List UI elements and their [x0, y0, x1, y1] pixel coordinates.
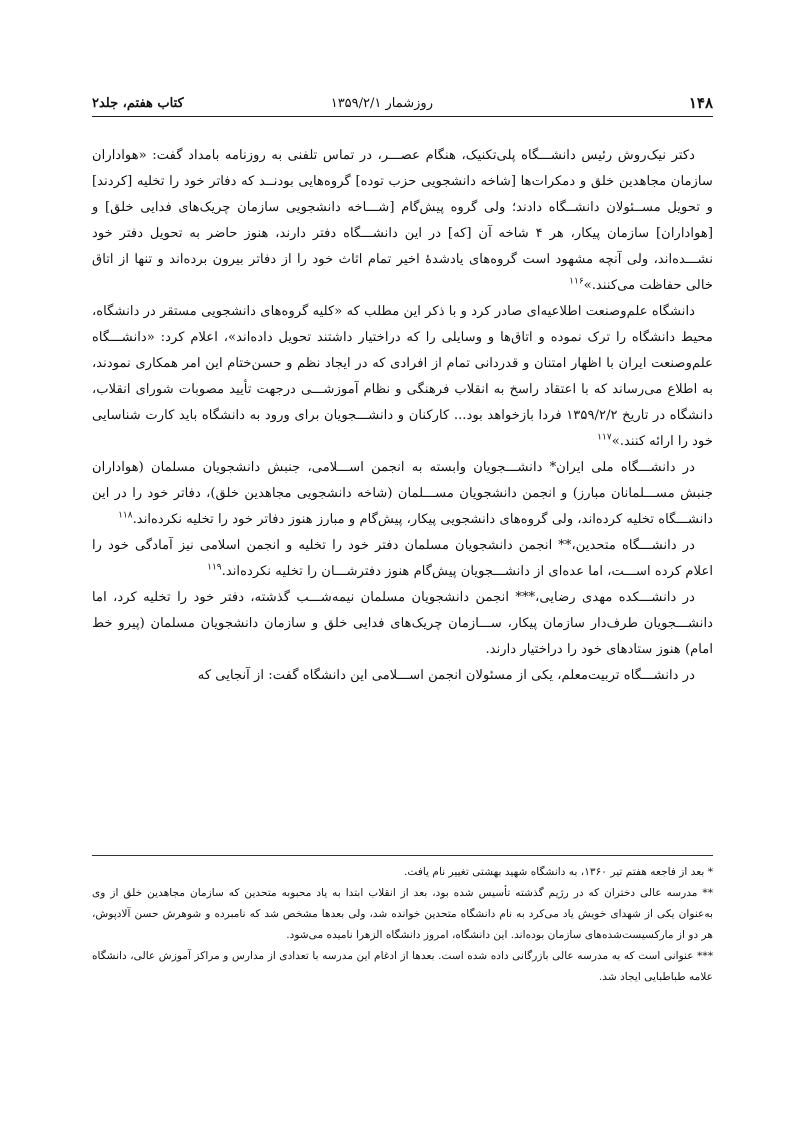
endnote-ref: ۱۱۹ — [207, 562, 222, 573]
book-title: کتاب هفتم، جلد۲ — [92, 96, 184, 111]
paragraph-4 — [92, 533, 713, 585]
paragraph-3 — [92, 455, 713, 533]
paragraph-text: در دانشـــکده مهدی رضایی،*** انجمن دانشجویان مسلمان نیمه‌شـــب گذشته، دفتر خود را تخلیه کرد، اما دانشـــجویان طرف‌دار سازمان پیکار، ســـازمان چریک‌های فدایی خلق و سازمان دانشجویان مسلمان (پیرو خط امام) هنوز ستادهای خود را دراختیار دارند. — [92, 590, 713, 657]
paragraph-text: در دانشـــگاه تربیت‌معلم، یکی از مسئولان انجمن اســـلامی این دانشگاه گفت: از آنجایی که — [197, 668, 695, 683]
body-text — [92, 143, 713, 689]
running-title: روزشمار ۱۳۵۹/۲/۱ — [330, 96, 433, 111]
paragraph-text: در دانشـــگاه متحدین،** انجمن دانشجویان مسلمان دفتر خود را تخلیه و انجمن اسلامی نیز آمادگی خود را اعلام کرده اســـت، اما عده‌ای از دانشـــجویان پیش‌گام هنوز دفترشـــان را تخلیه نکرده‌اند. — [92, 538, 713, 579]
footnote-3: *** عنوانی است که به مدرسه عالی بازرگانی داده شده است. بعدها از ادغام این مدرسه با تعدادی از مدارس و مراکز آموزش عالی، دانشگاه علامه طباطبایی ایجاد شد. — [92, 950, 713, 983]
page-header — [92, 94, 713, 118]
paragraph-text: در دانشـــگاه ملی ایران* دانشـــجویان وابسته به انجمن اســـلامی، جنبش دانشجویان مسلمان (هواداران جنبش مســـلمانان مبارز) و انجمن دانشجویان مســـلمان (شاخه دانشجویی مجاهدین خلق)، دفاتر خود را در این دانشـــگاه تخلیه کرده‌اند، ولی گروه‌های دانشجویی پیکار، پیش‌گام و مبارز هنوز دفاتر خود را تخلیه نکرده‌اند. — [92, 460, 713, 527]
footnotes — [92, 862, 713, 988]
footnote-2: ** مدرسه عالی دختران که در رژیم گذشته تأسیس شده بود، بعد از انقلاب ابتدا به یاد محبوبه متحدین که سازمان مجاهدین خلق از وی به‌عنوان یکی از شهدای خویش یاد می‌کرد به نام دانشگاه متحدین خوانده شد، ولی بعدها مشخص شد که نامبرده و شوهرش حسن آلادپوش، هر دو از مارکسیست‌شده‌های سازمان بوده‌اند. این دانشگاه، امروز دانشگاه الزهرا نامیده می‌شود. — [92, 887, 713, 941]
paragraph-2 — [92, 299, 713, 455]
paragraph-text: دانشگاه علم‌وصنعت اطلاعیه‌ای صادر کرد و با ذکر این مطلب که «کلیه گروه‌های دانشجویی مستقر در دانشگاه، محیط دانشگاه را ترک نموده و اتاق‌ها و وسایلی را که دراختیار داشتند تحویل داده‌اند»، اعلام کرد: «دانشـــگاه علم‌وصنعت ایران با اظهار امتنان و قدردانی تمام از افرادی که در ایجاد نظم و حسن‌ختام این امر همکاری نمودند، به اطلاع می‌رساند که با اعتقاد راسخ به انقلاب فرهنگی و نظام آموزشـــی درجهت تأیید مصوبات شورای انقلاب، دانشگاه در تاریخ ۱۳۵۹/۲/۲ فردا بازخواهد بود... کارکنان و دانشـــجویان برای ورود به دانشگاه باید کارت شناسایی خود را ارائه کنند.» — [92, 304, 713, 449]
page-number: ۱۴۸ — [688, 94, 713, 112]
endnote-ref: ۱۱۶ — [569, 276, 584, 287]
footnote-1: * بعد از فاجعه هفتم تیر ۱۳۶۰، به دانشگاه شهید بهشتی تغییر نام یافت. — [404, 866, 713, 878]
footnote-divider — [92, 855, 713, 856]
endnote-ref: ۱۱۷ — [597, 432, 612, 443]
paragraph-6 — [92, 663, 713, 689]
paragraph-1 — [92, 143, 713, 299]
paragraph-5 — [92, 585, 713, 663]
header-rule — [92, 116, 713, 117]
paragraph-text: دکتر نیک‌روش رئیس دانشـــگاه پلی‌تکنیک، هنگام عصـــر، در تماس تلفنی به روزنامه بامداد گفت: «هواداران سازمان مجاهدین خلق و دمکرات‌ها [شاخه دانشجویی حزب توده] گروه‌هایی بودنــد که دفاتر خود را تخلیه [کردند] و تحویل مســئولان دانشــگاه دادند؛ ولی گروه پیش‌گام [شـــاخه دانشجویی سازمان چریک‌های فدایی خلق] و [هواداران] سازمان پیکار، هر ۴ شاخه آن [که] در این دانشـــگاه دفتر دارند، هنوز حاضر به تحویل دفتر خود نشـــده‌اند، ولی آنچه مشهود است گروه‌های یادشدهٔ اخیر تمام اثاث خود را از دفاتر بیرون برده‌اند و تنها از اتاق خالی حفاظت می‌کنند.» — [92, 148, 713, 293]
endnote-ref: ۱۱۸ — [118, 510, 133, 521]
